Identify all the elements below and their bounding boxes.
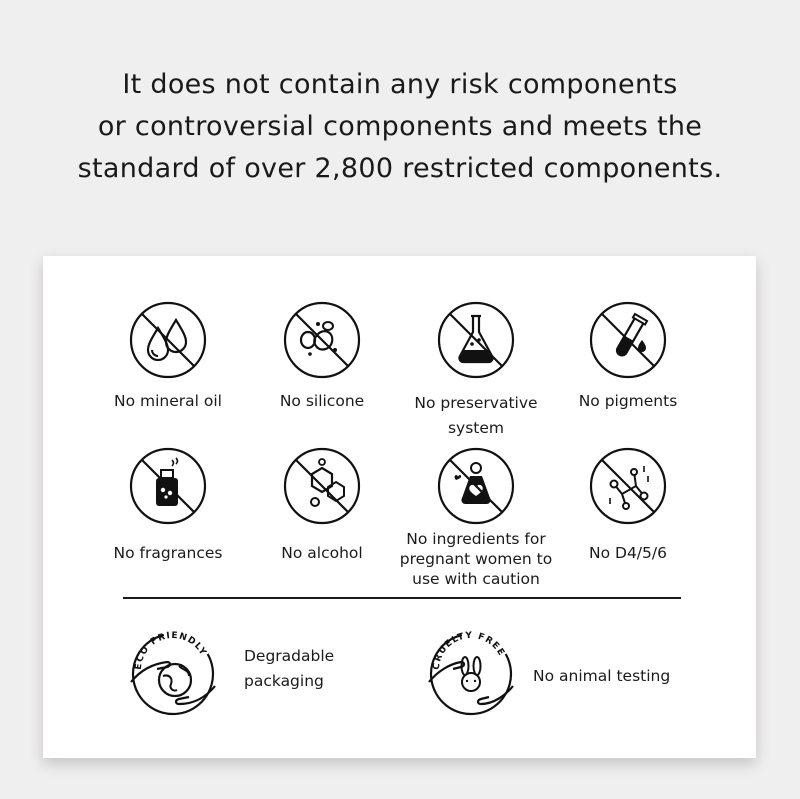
feature-no-preservative bbox=[396, 300, 556, 441]
label-line: Degradable bbox=[244, 647, 335, 665]
cruelty-free-label bbox=[533, 664, 670, 689]
label-line: system bbox=[447, 419, 505, 437]
eco-friendly-label bbox=[244, 644, 334, 694]
molecule-icon bbox=[282, 446, 362, 526]
chemical-structure-icon bbox=[588, 446, 668, 526]
heart-bottle-icon bbox=[436, 446, 516, 526]
feature-no-pigments bbox=[548, 300, 708, 411]
label-line: No silicone bbox=[279, 392, 365, 410]
label-line: No D4/5/6 bbox=[589, 544, 667, 562]
label-line: No pigments bbox=[578, 392, 678, 410]
feature-no-pregnancy-caution bbox=[396, 446, 556, 589]
eco-friendly-badge-icon bbox=[123, 620, 223, 720]
label-line: pregnant women to bbox=[399, 550, 553, 568]
flask-icon bbox=[436, 300, 516, 380]
eco-ring-text: ECO FRIENDLY bbox=[133, 630, 209, 671]
label-line: use with caution bbox=[412, 570, 540, 588]
label-line: No ingredients for bbox=[406, 530, 546, 548]
cruelty-free-badge-icon bbox=[421, 620, 521, 720]
feature-no-fragrances bbox=[88, 446, 248, 563]
label-line: No preservative bbox=[414, 394, 538, 412]
feature-no-alcohol bbox=[242, 446, 402, 563]
headline bbox=[0, 64, 800, 190]
cruelty-ring-text: CRUELTY FREE bbox=[431, 630, 507, 671]
oil-drops-icon bbox=[128, 300, 208, 380]
label-line: No animal testing bbox=[533, 667, 671, 685]
label-line: No fragrances bbox=[113, 544, 223, 562]
headline-line-3: standard of over 2,800 restricted components. bbox=[77, 153, 723, 184]
silicone-bubbles-icon bbox=[282, 300, 362, 380]
label-line: No alcohol bbox=[281, 544, 363, 562]
eco-friendly-badge bbox=[123, 620, 223, 720]
feature-no-mineral-oil bbox=[88, 300, 248, 411]
feature-no-d456 bbox=[548, 446, 708, 563]
label-line: No mineral oil bbox=[114, 392, 222, 410]
test-tube-icon bbox=[588, 300, 668, 380]
features-card bbox=[43, 256, 756, 758]
cruelty-free-badge bbox=[421, 620, 521, 720]
headline-line-1: It does not contain any risk components bbox=[122, 69, 678, 100]
feature-no-silicone bbox=[242, 300, 402, 411]
divider-line bbox=[123, 597, 681, 599]
headline-line-2: or controversial components and meets the bbox=[97, 111, 703, 142]
label-line: packaging bbox=[244, 672, 324, 690]
perfume-jar-icon bbox=[128, 446, 208, 526]
